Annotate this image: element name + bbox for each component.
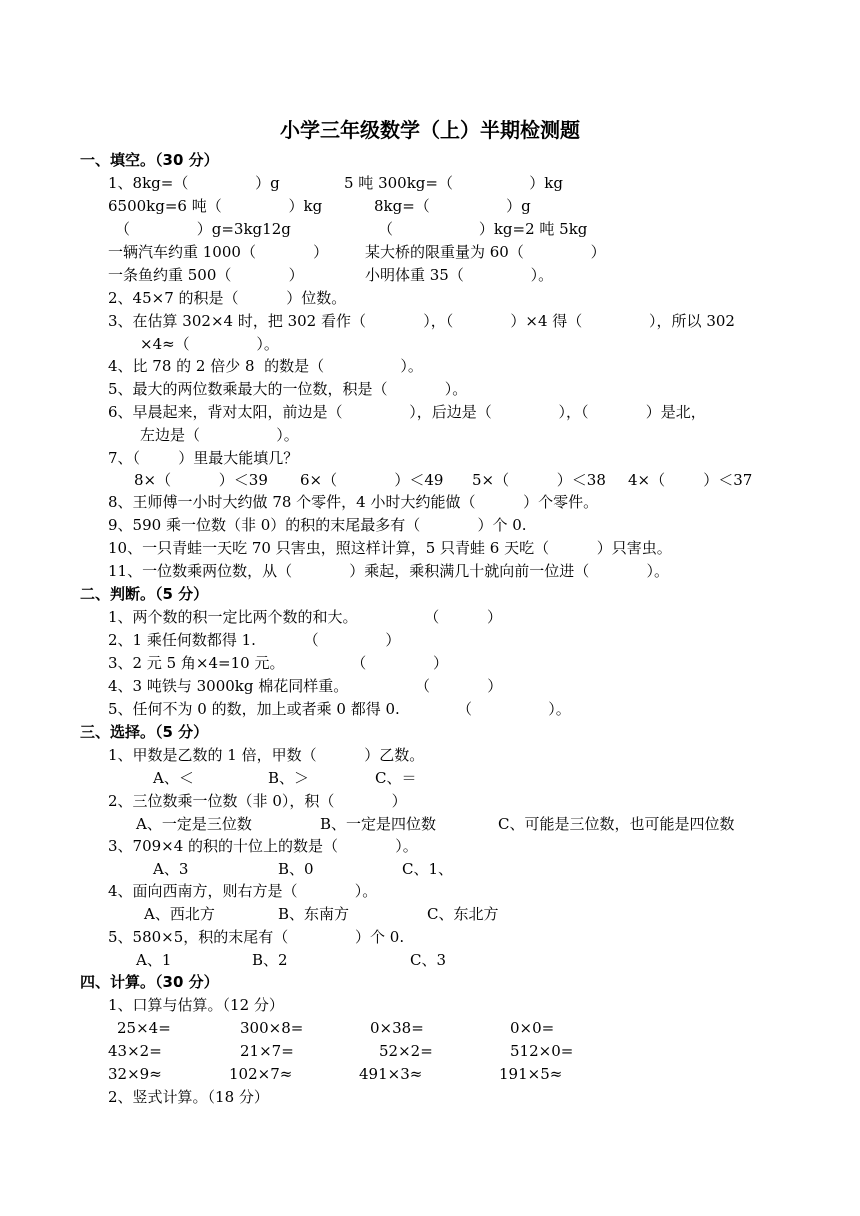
choice-option: B、0 <box>278 860 314 878</box>
section-heading-calc: 四、计算。（30 分） <box>80 973 219 991</box>
calc-item: 43×2= <box>108 1042 162 1060</box>
page-title: 小学三年级数学（上）半期检测题 <box>280 118 580 142</box>
question-text: 7、（ ）里最大能填几？ <box>108 449 299 467</box>
calc-item: 512×0= <box>510 1042 574 1060</box>
question-text: 9、590 乘一位数（非 0）的积的末尾最多有（ ）个 0. <box>108 516 527 534</box>
question-text: 5 吨 300kg=（ ）kg <box>344 174 563 192</box>
calc-item: 0×38= <box>370 1019 424 1037</box>
choice-option: B、东南方 <box>278 905 350 923</box>
question-text: 某大桥的限重量为 60（ ） <box>365 243 606 261</box>
question-text: 11、一位数乘两位数，从（ ）乘起，乘积满几十就向前一位进（ ）。 <box>108 562 670 580</box>
choice-option: A、1 <box>136 951 172 969</box>
choice-question: 4、面向西南方，则右方是（ ）。 <box>108 882 378 900</box>
choice-option: C、东北方 <box>427 905 499 923</box>
calc-item: 21×7= <box>240 1042 294 1060</box>
question-text: 4、比 78 的 2 倍少 8 的数是（ ）。 <box>108 357 423 375</box>
judge-item: 2、1 乘任何数都得 1. （ ） <box>108 631 401 649</box>
choice-option: C、1、 <box>402 860 454 878</box>
calc-item: 32×9≈ <box>108 1065 162 1083</box>
choice-option: C、可能是三位数，也可能是四位数 <box>498 815 735 833</box>
question-text: 1、8kg=（ ）g <box>108 174 280 192</box>
choice-question: 1、甲数是乙数的 1 倍，甲数（ ）乙数。 <box>108 746 425 764</box>
choice-question: 2、三位数乘一位数（非 0），积（ ） <box>108 792 407 810</box>
choice-question: 5、580×5，积的末尾有（ ）个 0. <box>108 928 405 946</box>
judge-item: 3、2 元 5 角×4=10 元。 （ ） <box>108 654 448 672</box>
choice-option: B、＞ <box>268 769 310 787</box>
calc-item: 491×3≈ <box>359 1065 423 1083</box>
section-heading-fill-blank: 一、填空。（30 分） <box>80 151 219 169</box>
question-text: 小明体重 35（ ）。 <box>365 266 554 284</box>
question-text: 3、在估算 302×4 时，把 302 看作（ ），（ ）×4 得（ ），所以 302 <box>108 312 735 330</box>
judge-item: 5、任何不为 0 的数，加上或者乘 0 都得 0. （ ）。 <box>108 700 571 718</box>
question-text: 左边是（ ）。 <box>140 426 299 444</box>
choice-option: A、西北方 <box>144 905 215 923</box>
question-text: 6500kg=6 吨（ ）kg <box>108 197 323 215</box>
choice-question: 3、709×4 的积的十位上的数是（ ）。 <box>108 837 418 855</box>
judge-item: 1、两个数的积一定比两个数的和大。 （ ） <box>108 608 502 626</box>
choice-option: A、＜ <box>153 769 194 787</box>
choice-option: B、一定是四位数 <box>320 815 437 833</box>
question-text: ×4≈（ ）。 <box>140 335 279 353</box>
question-text: 2、45×7 的积是（ ）位数。 <box>108 289 347 307</box>
sub-heading: 2、竖式计算。（18 分） <box>108 1088 269 1106</box>
choice-option: A、一定是三位数 <box>136 815 252 833</box>
question-text: 6、早晨起来，背对太阳，前边是（ ），后边是（ ），（ ）是北， <box>108 403 706 421</box>
section-heading-choice: 三、选择。（5 分） <box>80 723 209 741</box>
question-text: 10、一只青蛙一天吃 70 只害虫，照这样计算，5 只青蛙 6 天吃（ ）只害虫。 <box>108 539 672 557</box>
calc-item: 191×5≈ <box>499 1065 563 1083</box>
choice-option: B、2 <box>252 951 288 969</box>
section-heading-judge: 二、判断。（5 分） <box>80 585 209 603</box>
question-text: （ ）g=3kg12g <box>115 220 291 238</box>
question-text: （ ）kg=2 吨 5kg <box>378 220 588 238</box>
calc-item: 25×4= <box>117 1019 171 1037</box>
choice-option: A、3 <box>153 860 189 878</box>
calc-item: 300×8= <box>240 1019 304 1037</box>
question-text: 5、最大的两位数乘最大的一位数，积是（ ）。 <box>108 380 468 398</box>
question-text: 一条鱼约重 500（ ） <box>108 266 304 284</box>
choice-option: C、3 <box>410 951 447 969</box>
judge-item: 4、3 吨铁与 3000kg 棉花同样重。 （ ） <box>108 677 503 695</box>
inequality: 4×（ ）＜37 <box>628 471 753 489</box>
calc-item: 0×0= <box>510 1019 555 1037</box>
inequality: 6×（ ）＜49 <box>300 471 444 489</box>
question-text: 8kg=（ ）g <box>374 197 531 215</box>
calc-item: 52×2= <box>379 1042 433 1060</box>
choice-option: C、＝ <box>375 769 417 787</box>
calc-item: 102×7≈ <box>229 1065 293 1083</box>
inequality: 8×（ ）＜39 <box>134 471 268 489</box>
question-text: 8、王师傅一小时大约做 78 个零件，4 小时大约能做（ ）个零件。 <box>108 493 599 511</box>
question-text: 一辆汽车约重 1000（ ） <box>108 243 329 261</box>
inequality: 5×（ ）＜38 <box>472 471 606 489</box>
sub-heading: 1、口算与估算。（12 分） <box>108 996 284 1014</box>
